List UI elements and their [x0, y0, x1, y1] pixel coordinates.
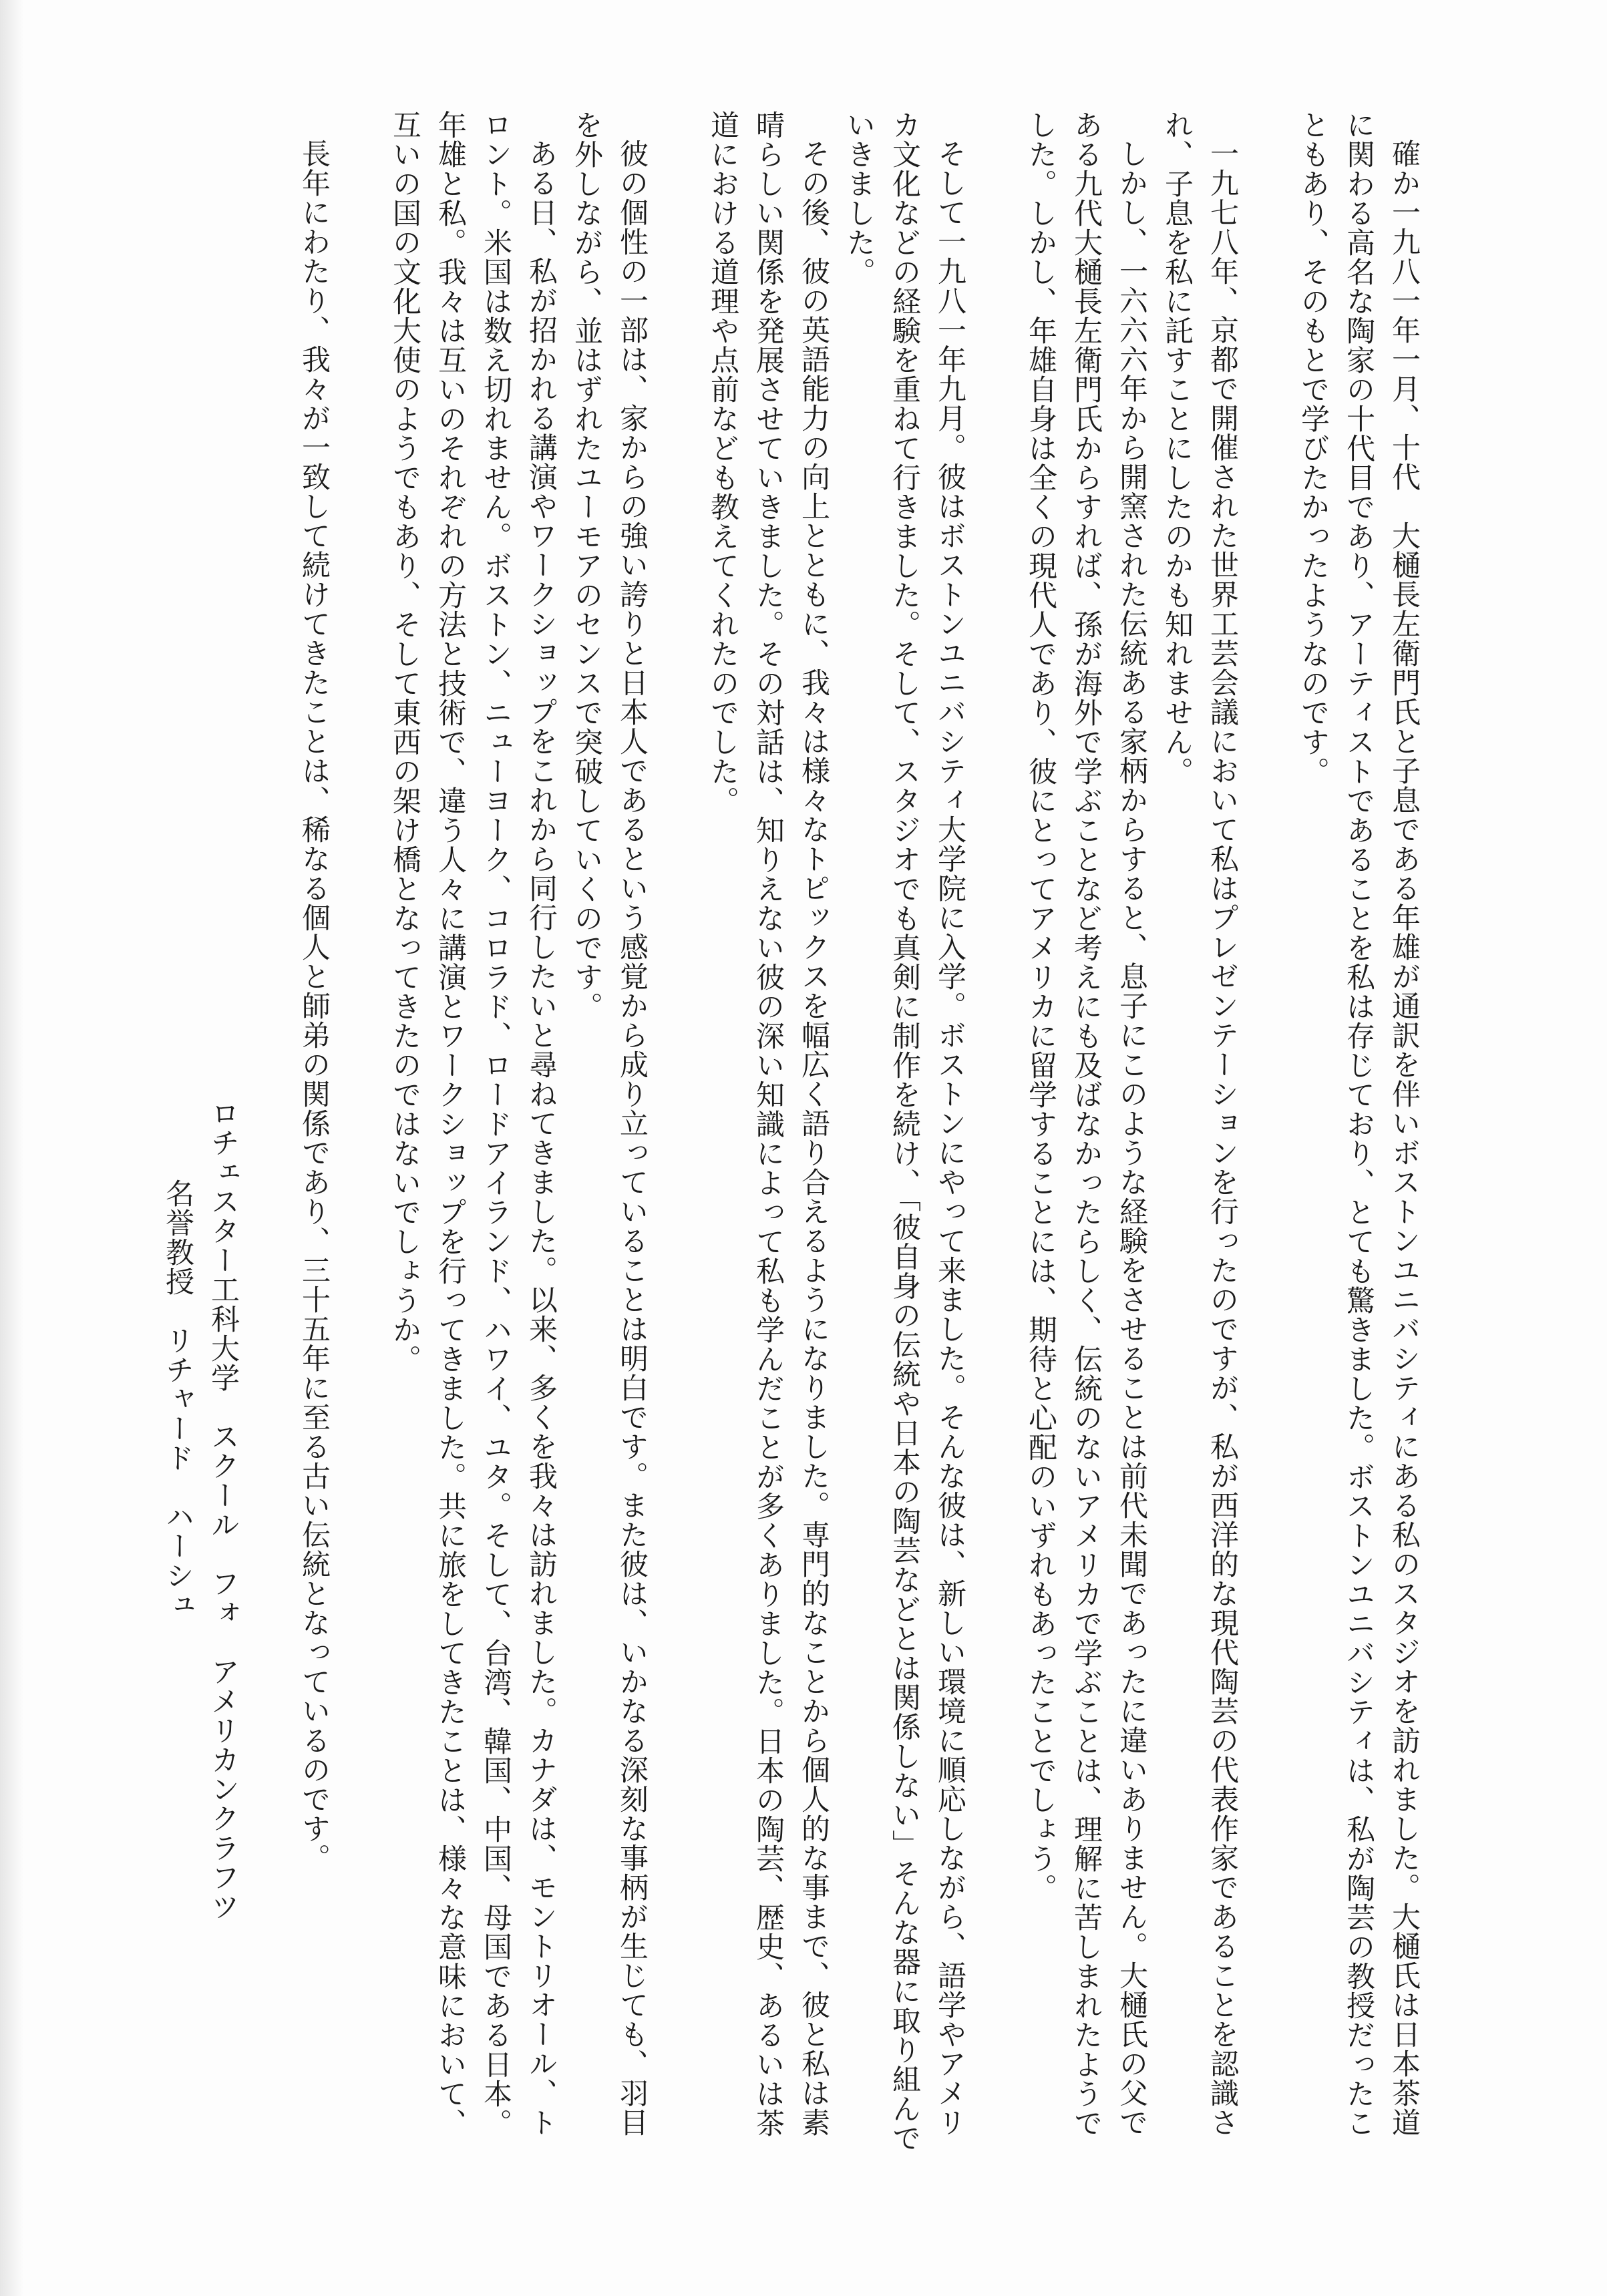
paragraph-7: ある日、私が招かれる講演やワークショップをこれから同行したいと尋ねてきました。以来、多くを我々は訪れました。カナダは、モントリオール、トロント。米国は数え切れません。ボストン、ニューヨーク、コロラド、ロードアイランド、ハワイ、ユタ。そして、台湾、韓国、中国、母国である日本。年雄と私。我々は互いのそれぞれの方法と技術で、違う人々に講演とワークショップを行ってきました。共に旅をしてきたことは、様々な意味において、互いの国の文化大使のようでもあり、そして東西の架け橋となってきたのではないでしょうか。: [388, 110, 558, 2138]
essay-body: [155, 110, 1427, 2154]
page-edge-shadow: [0, 0, 24, 2296]
signature-block: [155, 110, 246, 2154]
signature-name: 名誉教授 リチャード ハーシュ: [161, 1179, 194, 1619]
paragraph-2: 一九七八年、京都で開催された世界工芸会議において私はプレゼンテーションを行ったのですが、私が西洋的な現代陶芸の代表作家であることを認識され、子息を私に託すことにしたのかも知れません。: [1160, 110, 1239, 2137]
signature-affiliation: ロチェスター工科大学 スクール フォ アメリカンクラフツ: [206, 1099, 240, 1921]
paragraph-3: しかし、一六六六年から開窯された伝統ある家柄からすると、息子にこのような経験をさせることは前代未聞であったに違いありません。大樋氏の父である九代大樋長左衛門氏からすれば、孫が海外で学ぶことなど考えにも及ばなかったらしく、伝統のないアメリカで学ぶことは、理解に苦しまれたようでした。しかし、年雄自身は全くの現代人であり、彼にとってアメリカに留学することには、期待と心配のいずれもあったことでしょう。: [1024, 110, 1148, 2138]
paragraph-1: 確か一九八一年一月、十代 大樋長左衛門氏と子息である年雄が通訳を伴いボストンユニバシティにある私のスタジオを訪れました。大樋氏は日本茶道に関わる高名な陶家の十代目であり、アーティストであることを私は存じており、とても驚きました。ボストンユニバシティは、私が陶芸の教授だったこともあり、そのもとで学びたかったようなのです。: [1296, 110, 1421, 2138]
paragraph-5: その後、彼の英語能力の向上とともに、我々は様々なトピックスを幅広く語り合えるようになりました。専門的なことから個人的な事まで、彼と私は素晴らしい関係を発展させていきました。その対話は、知りえない彼の深い知識によって私も学んだことが多くありました。日本の陶芸、歴史、あるいは茶道における道理や点前なども教えてくれたのでした。: [706, 110, 830, 2138]
paragraph-8: 長年にわたり、我々が一致して続けてきたことは、稀なる個人と師弟の関係であり、三十五年に至る古い伝統となっているのです。: [297, 139, 331, 1873]
paragraph-4: そして一九八一年九月。彼はボストンユニバシティ大学院に入学。ボストンにやって来ました。そんな彼は、新しい環境に順応しながら、語学やアメリカ文化などの経験を重ねて行きました。そして、スタジオでも真剣に制作を続け、「彼自身の伝統や日本の陶芸などとは関係しない」そんな器に取り組んでいきました。: [842, 110, 966, 2153]
paragraph-6: 彼の個性の一部は、家からの強い誇りと日本人であるという感覚から成り立っていることは明白です。また彼は、いかなる深刻な事柄が生じても、羽目を外しながら、並はずれたユーモアのセンスで突破していくのです。: [570, 110, 649, 2137]
